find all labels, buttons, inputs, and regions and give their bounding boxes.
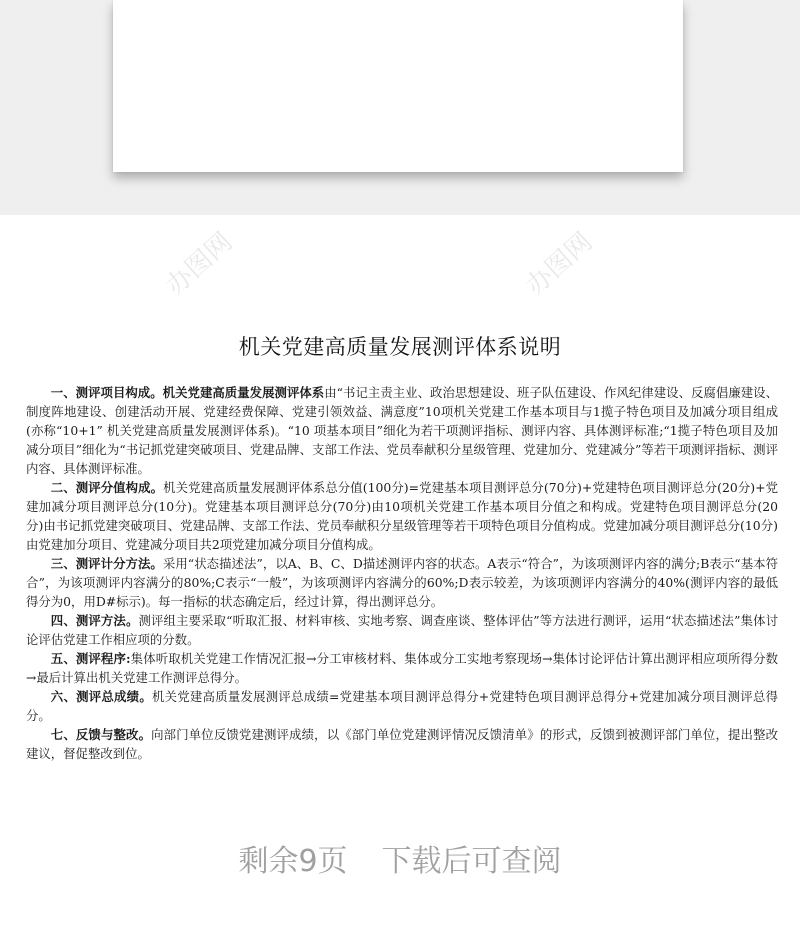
paragraph-procedure xyxy=(26,649,778,687)
paragraph-heading: 六、测评总成绩。 xyxy=(50,689,152,704)
previous-page-preview xyxy=(113,0,683,172)
paragraph-text: 机关党建高质量发展测评总成绩=党建基本项目测评总得分+党建特色项目测评总得分+党建加减分项目测评总得分。 xyxy=(26,689,778,723)
paragraph-text: 机关党建高质量发展测评体系总分值(100分)=党建基本项目测评总分(70分)+党建特色项目测评总分(20分)+党建加减分项目测评总分(10分)。党建基本项目测评总分(70分)由10项机关党建工作基本项目分值之和构成。党建特色项目测评总分(20 分)由书记抓党建突破项目、党建品牌、支部工作法、党员奉献积分星级管理等若干项特色项目分值构成。党建加减分项目测评总分(10分)由党建加分项目、党建减分项目共2项党建加减分项目分值构成。 xyxy=(26,480,778,552)
paragraph-text: 由“书记主责主业、政治思想建设、班子队伍建设、作风纪律建设、反腐倡廉建设、制度阵地建设、创建活动开展、党建经费保障、党建引领效益、满意度”10项机关党建工作基本项目与1揽子特色项目及加减分项目组成(亦称“10+1” 机关党建高质量发展测评体系)。“10 项基本项目”细化为若干项测评指标、测评内容、具体测评标准;“1揽子特色项目及加减分项目”细化为“书记抓党建突破项目、党建品牌、支部工作法、党员奉献积分星级管理、党建加分、党建减分”等若干项测评指标、测评内容、具体测评标准。 xyxy=(26,385,778,476)
paragraph-scoring-method xyxy=(26,554,778,611)
paragraph-text: 集体听取机关党建工作情况汇报→分工审核材料、集体或分工实地考察现场→集体讨论评估计算出测评相应项所得分数→最后计算出机关党建工作测评总得分。 xyxy=(26,651,778,685)
paragraph-feedback xyxy=(26,725,778,763)
paragraph-heading: 一、测评项目构成。 xyxy=(50,385,163,400)
paragraph-heading: 二、测评分值构成。 xyxy=(50,480,164,495)
paragraph-heading: 七、反馈与整改。 xyxy=(50,727,152,742)
remaining-pages-label[interactable]: 剩余9页 xyxy=(238,844,348,879)
paragraph-text: 测评组主要采取“听取汇报、材料审核、实地考察、调查座谈、整体评估”等方法进行测评，运用“状态描述法”集体讨论评估党建工作相应项的分数。 xyxy=(26,613,778,647)
download-more-banner[interactable] xyxy=(0,836,800,880)
document-title: 机关党建高质量发展测评体系说明 xyxy=(238,335,562,359)
paragraph-lead: 机关党建高质量发展测评体系 xyxy=(162,385,325,400)
paragraph-score-composition xyxy=(26,478,778,554)
paragraph-heading: 五、测评程序: xyxy=(50,651,131,666)
watermark-left xyxy=(140,210,260,320)
paragraph-text: 向部门单位反馈党建测评成绩，以《部门单位党建测评情况反馈清单》的形式，反馈到被测评部门单位，提出整改建议，督促整改到位。 xyxy=(26,727,779,761)
paragraph-text: 采用“状态描述法”，以A、B、C、D描述测评内容的状态。A表示“符合”，为该项测评内容的满分;B表示“基本符合”，为该项测评内容满分的80%;C表示“一般”，为该项测评内容满分的60%;D表示较差，为该项测评内容满分的40%(测评内容的最低得分为0，用D#标示)。每一指标的状态确定后，经过计算，得出测评总分。 xyxy=(26,556,778,609)
watermark-text: 办图网 xyxy=(160,227,239,302)
paragraph-heading: 四、测评方法。 xyxy=(50,613,139,628)
paragraph-evaluation-method xyxy=(26,611,778,649)
download-to-view-label[interactable]: 下载后可查阅 xyxy=(381,844,562,879)
document-body xyxy=(26,383,778,763)
paragraph-total-score xyxy=(26,687,778,725)
watermark-right xyxy=(500,210,620,320)
watermark-text: 办图网 xyxy=(520,227,599,302)
paragraph-composition xyxy=(26,383,778,478)
paragraph-heading: 三、测评计分方法。 xyxy=(50,556,163,571)
